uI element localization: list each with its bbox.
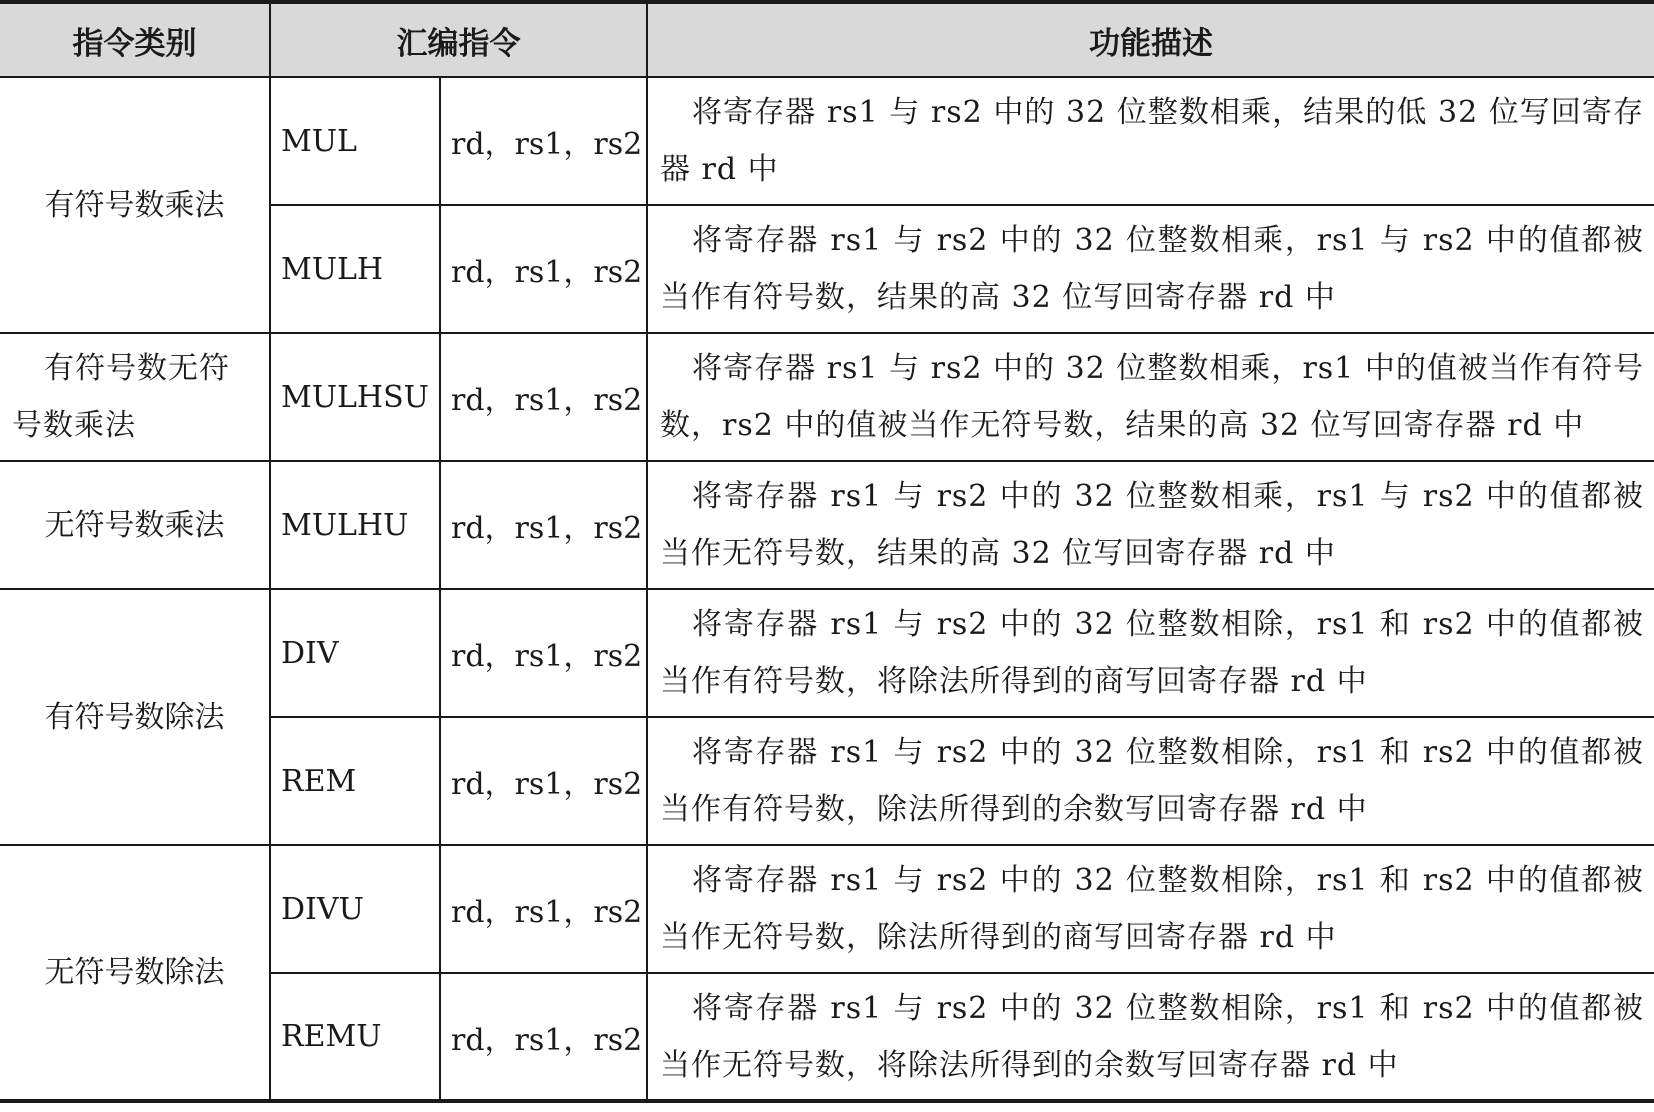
table-row	[0, 461, 1654, 589]
description-cell: 将寄存器 rs1 与 rs2 中的 32 位整数相乘，rs1 中的值被当作有符号数，rs2 中的值被当作无符号数，结果的高 32 位写回寄存器 rd 中	[647, 333, 1654, 461]
mnemonic-cell: REMU	[270, 973, 440, 1101]
operands-cell: rd，rs1，rs2	[440, 77, 647, 205]
category-cell: 有符号数除法	[0, 589, 270, 845]
header-assembly: 汇编指令	[270, 2, 647, 77]
description-cell: 将寄存器 rs1 与 rs2 中的 32 位整数相乘，rs1 与 rs2 中的值都被当作无符号数，结果的高 32 位写回寄存器 rd 中	[647, 461, 1654, 589]
operands-cell: rd，rs1，rs2	[440, 205, 647, 333]
table-row	[0, 589, 1654, 717]
description-cell: 将寄存器 rs1 与 rs2 中的 32 位整数相乘，结果的低 32 位写回寄存器 rd 中	[647, 77, 1654, 205]
category-cell: 有符号数乘法	[0, 77, 270, 333]
description-cell: 将寄存器 rs1 与 rs2 中的 32 位整数相除，rs1 和 rs2 中的值都被当作有符号数，除法所得到的余数写回寄存器 rd 中	[647, 717, 1654, 845]
operands-cell: rd，rs1，rs2	[440, 973, 647, 1101]
category-cell: 有符号数无符号数乘法	[0, 333, 270, 461]
description-cell: 将寄存器 rs1 与 rs2 中的 32 位整数相除，rs1 和 rs2 中的值都被当作有符号数，将除法所得到的商写回寄存器 rd 中	[647, 589, 1654, 717]
operands-cell: rd，rs1，rs2	[440, 589, 647, 717]
category-cell: 无符号数乘法	[0, 461, 270, 589]
mnemonic-cell: MULH	[270, 205, 440, 333]
operands-cell: rd，rs1，rs2	[440, 461, 647, 589]
table-row	[0, 333, 1654, 461]
mnemonic-cell: REM	[270, 717, 440, 845]
operands-cell: rd，rs1，rs2	[440, 333, 647, 461]
mnemonic-cell: MUL	[270, 77, 440, 205]
header-row	[0, 2, 1654, 77]
table-row	[0, 845, 1654, 973]
table-body	[0, 77, 1654, 1101]
mnemonic-cell: DIV	[270, 589, 440, 717]
mnemonic-cell: MULHU	[270, 461, 440, 589]
mnemonic-cell: DIVU	[270, 845, 440, 973]
mnemonic-cell: MULHSU	[270, 333, 440, 461]
description-cell: 将寄存器 rs1 与 rs2 中的 32 位整数相乘，rs1 与 rs2 中的值都被当作有符号数，结果的高 32 位写回寄存器 rd 中	[647, 205, 1654, 333]
table-row	[0, 77, 1654, 205]
operands-cell: rd，rs1，rs2	[440, 845, 647, 973]
description-cell: 将寄存器 rs1 与 rs2 中的 32 位整数相除，rs1 和 rs2 中的值都被当作无符号数，除法所得到的商写回寄存器 rd 中	[647, 845, 1654, 973]
operands-cell: rd，rs1，rs2	[440, 717, 647, 845]
table-header	[0, 2, 1654, 77]
category-cell: 无符号数除法	[0, 845, 270, 1101]
header-category: 指令类别	[0, 2, 270, 77]
description-cell: 将寄存器 rs1 与 rs2 中的 32 位整数相除，rs1 和 rs2 中的值都被当作无符号数，将除法所得到的余数写回寄存器 rd 中	[647, 973, 1654, 1101]
header-description: 功能描述	[647, 2, 1654, 77]
